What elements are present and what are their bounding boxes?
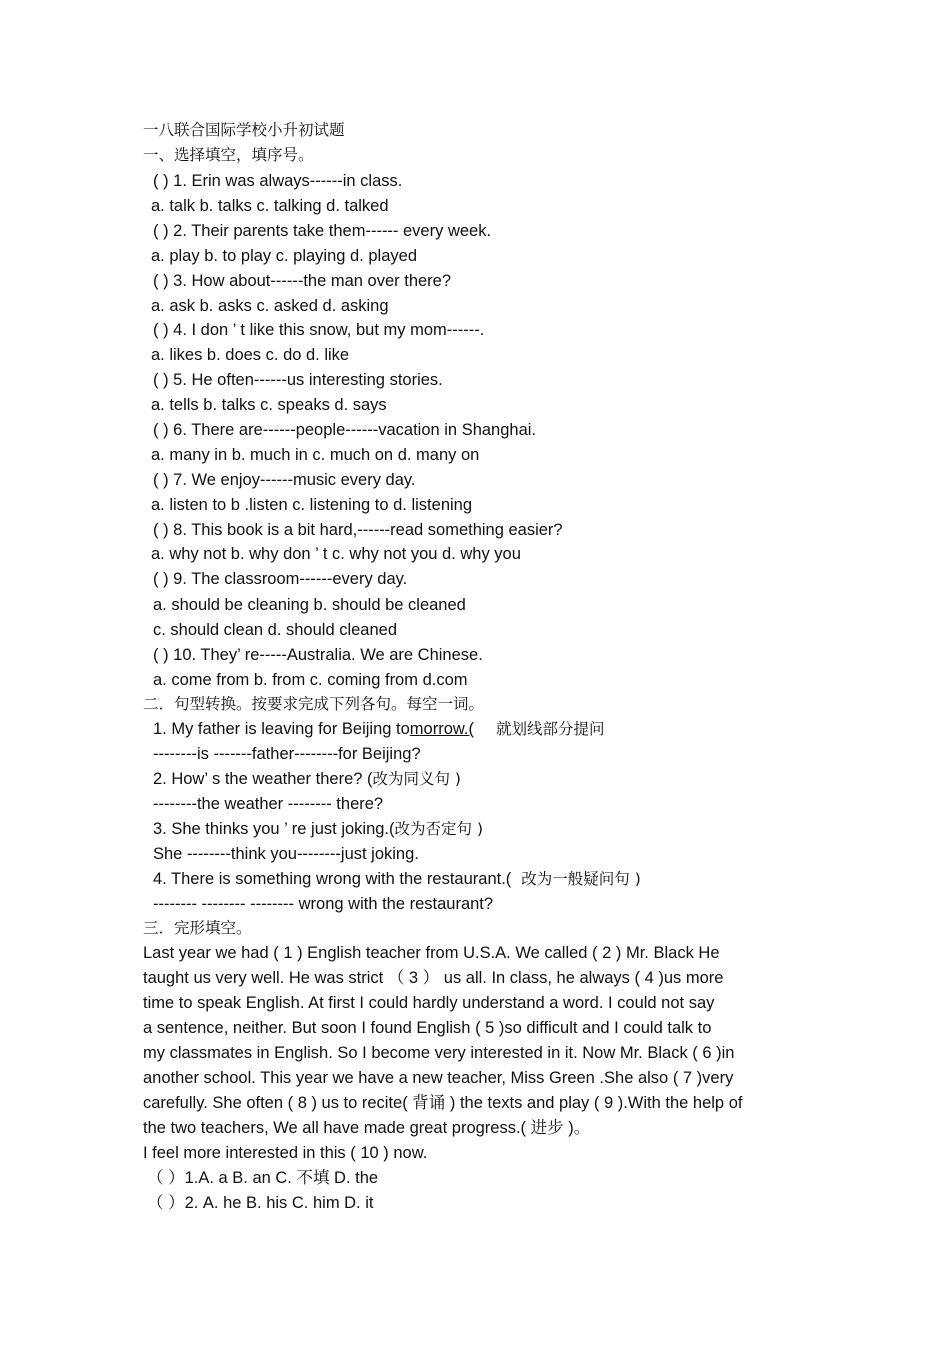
transform-question-2	[153, 768, 461, 790]
question-2: ( ) 2. Their parents take them------ every week.	[153, 222, 492, 240]
passage-line: my classmates in English. So I become very interested in it. Now Mr. Black ( 6 )in	[143, 1044, 735, 1062]
transform-q3-text: 3. She thinks you ’ re just joking.(	[153, 820, 395, 838]
transform-q1-text: 1. My father is leaving for Beijing to	[153, 720, 410, 738]
transform-q1-underlined: morrow.(	[409, 720, 474, 738]
transform-q2-note: 改为同义句 )	[372, 770, 461, 788]
question-6: ( ) 6. There are------people------vacation in Shanghai.	[153, 421, 537, 439]
options-8: a. why not b. why don ’ t c. why not you d. why you	[151, 545, 521, 563]
options-2: a. play b. to play c. playing d. played	[151, 247, 417, 265]
passage-line: another school. This year we have a new teacher, Miss Green .She also ( 7 )very	[143, 1069, 734, 1087]
cloze-option-1: （ ）1.A. a B. an C. 不填 D. the	[147, 1169, 379, 1187]
page-title: 一八联合国际学校小升初试题	[143, 121, 345, 139]
transform-q4-note: 改为一般疑问句 )	[521, 870, 641, 888]
cloze-passage	[143, 941, 803, 1166]
transform-answer-4: -------- -------- -------- wrong with the restaurant?	[153, 895, 494, 913]
transform-question-1	[153, 718, 604, 740]
transform-q2-text: 2. How’ s the weather there? (	[153, 770, 373, 788]
options-5: a. tells b. talks c. speaks d. says	[151, 396, 387, 414]
question-4: ( ) 4. I don ’ t like this snow, but my mom------.	[153, 321, 485, 339]
transform-answer-1: --------is -------father--------for Beijing?	[153, 745, 421, 763]
question-3: ( ) 3. How about------the man over there?	[153, 272, 452, 290]
options-6: a. many in b. much in c. much on d. many on	[151, 446, 480, 464]
question-9: ( ) 9. The classroom------every day.	[153, 570, 408, 588]
passage-line: Last year we had ( 1 ) English teacher from U.S.A. We called ( 2 ) Mr. Black He	[143, 944, 720, 962]
question-10: ( ) 10. They’ re-----Australia. We are Chinese.	[153, 646, 483, 664]
options-3: a. ask b. asks c. asked d. asking	[151, 297, 389, 315]
question-7: ( ) 7. We enjoy------music every day.	[153, 471, 416, 489]
passage-line: time to speak English. At first I could hardly understand a word. I could not say	[143, 994, 715, 1012]
passage-line: taught us very well. He was strict （ 3 ） us all. In class, he always ( 4 )us more	[143, 969, 724, 987]
transform-q1-note: 就划线部分提问	[495, 720, 605, 738]
options-4: a. likes b. does c. do d. like	[151, 346, 350, 364]
transform-q3-note: 改为否定句 )	[394, 820, 483, 838]
options-1: a. talk b. talks c. talking d. talked	[151, 197, 389, 215]
transform-answer-3: She --------think you--------just joking.	[153, 845, 419, 863]
passage-line: carefully. She often ( 8 ) us to recite( 背诵 ) the texts and play ( 9 ).With the help of	[143, 1094, 743, 1112]
transform-q4-text: 4. There is something wrong with the restaurant.(	[153, 870, 512, 888]
section2-heading: 二．句型转换。按要求完成下列各句。每空一词。	[143, 695, 485, 713]
transform-question-3	[153, 818, 483, 840]
section1-heading: 一、选择填空，填序号。	[143, 146, 314, 164]
transform-question-4	[153, 868, 641, 890]
passage-line: I feel more interested in this ( 10 ) now.	[143, 1144, 428, 1162]
options-10: a. come from b. from c. coming from d.com	[153, 671, 468, 689]
cloze-option-2: （ ）2. A. he B. his C. him D. it	[147, 1194, 374, 1212]
question-1: ( ) 1. Erin was always------in class.	[153, 172, 403, 190]
section3-heading: 三．完形填空。	[143, 919, 252, 937]
options-7: a. listen to b .listen c. listening to d. listening	[151, 496, 473, 514]
passage-line: a sentence, neither. But soon I found English ( 5 )so difficult and I could talk to	[143, 1019, 712, 1037]
passage-line: the two teachers, We all have made great progress.( 进步 )。	[143, 1119, 591, 1137]
transform-answer-2: --------the weather -------- there?	[153, 795, 384, 813]
options-9a: a. should be cleaning b. should be cleaned	[153, 596, 466, 614]
question-5: ( ) 5. He often------us interesting stories.	[153, 371, 443, 389]
question-8: ( ) 8. This book is a bit hard,------read something easier?	[153, 521, 563, 539]
options-9b: c. should clean d. should cleaned	[153, 621, 398, 639]
